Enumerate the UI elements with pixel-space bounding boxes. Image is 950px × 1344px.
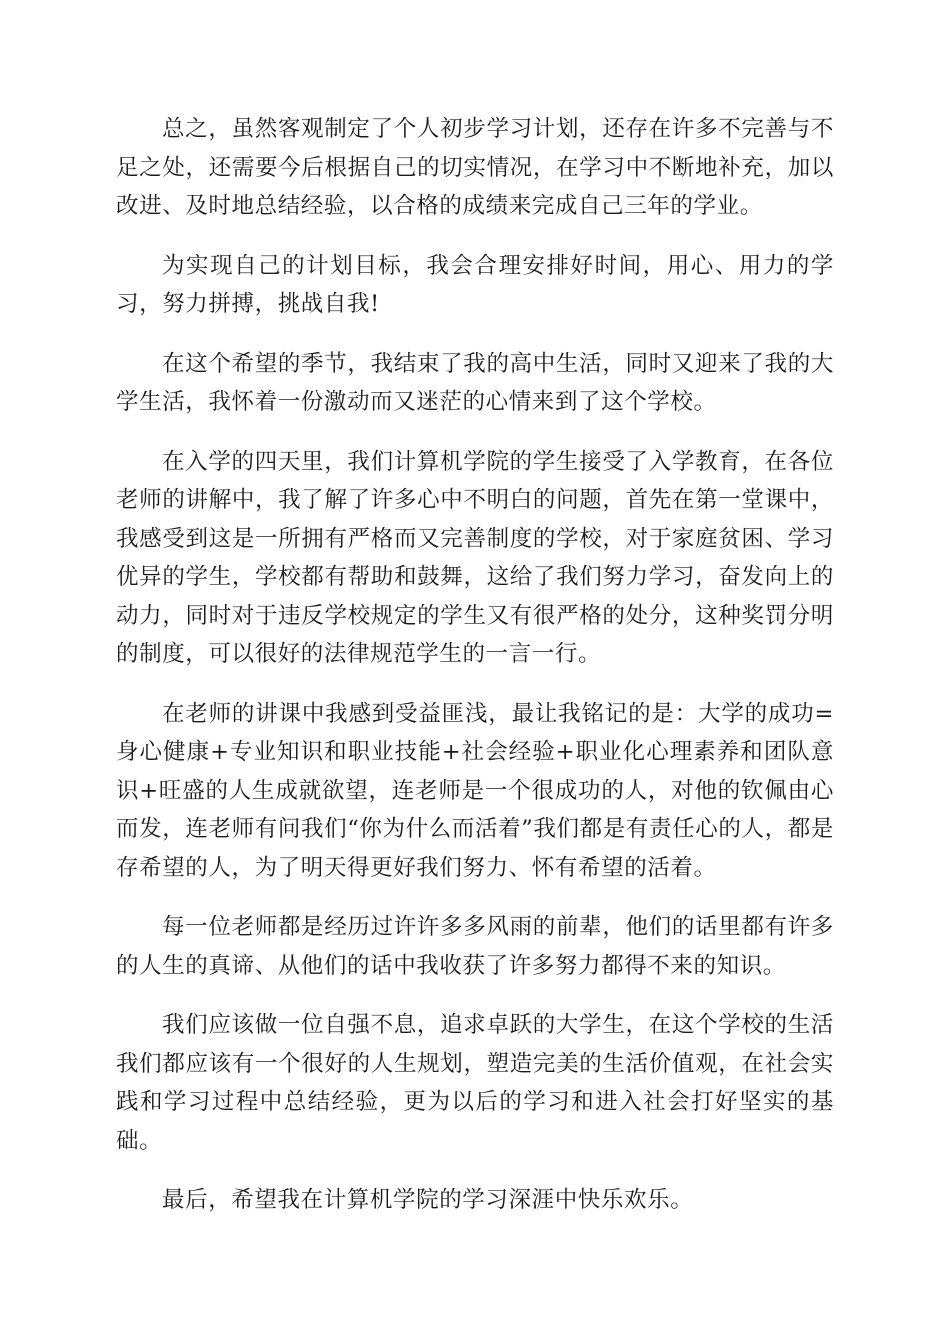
paragraph-goal: 为实现自己的计划目标，我会合理安排好时间，用心、用力的学习，努力拼搏，挑战自我! (116, 252, 834, 317)
paragraph-orientation: 在入学的四天里，我们计算机学院的学生接受了入学教育，在各位老师的讲解中，我了解了许多心中不明白的问题，首先在第一堂课中，我感受到这是一所拥有严格而又完善制度的学校，对于家庭贫困、学习优异的学生，学校都有帮助和鼓舞，这给了我们努力学习，奋发向上的动力，同时对于违反学校规定的学生又有很严格的处分，这种奖罚分明的制度，可以很好的法律规范学生的一言一行。 (116, 448, 834, 667)
paragraph-lecture: 在老师的讲课中我感到受益匪浅，最让我铭记的是：大学的成功=身心健康+专业知识和职业技能+社会经验+职业化心理素养和团队意识+旺盛的人生成就欲望，连老师是一个很成功的人，对他的钦佩由心而发，连老师有问我们“你为什么而活着”我们都是有责任心的人，都是存希望的人，为了明天得更好我们努力、怀有希望的活着。 (116, 700, 834, 881)
paragraph-aspiration: 我们应该做一位自强不息，追求卓跃的大学生，在这个学校的生活我们都应该有一个很好的人生规划，塑造完美的生活价值观，在社会实践和学习过程中总结经验，更为以后的学习和进入社会打好坚实的基础。 (116, 1012, 834, 1154)
paragraph-closing: 最后，希望我在计算机学院的学习深涯中快乐欢乐。 (162, 1187, 694, 1213)
paragraph-season: 在这个希望的季节，我结束了我的高中生活，同时又迎来了我的大学生活，我怀着一份激动而又迷茫的心情来到了这个学校。 (116, 350, 834, 415)
document-body (116, 110, 834, 1241)
paragraph-summary: 总之，虽然客观制定了个人初步学习计划，还存在许多不完善与不足之处，还需要今后根据自己的切实情况，在学习中不断地补充，加以改进、及时地总结经验，以合格的成绩来完成自己三年的学业。 (116, 116, 834, 219)
paragraph-teachers: 每一位老师都是经历过许许多多风雨的前辈，他们的话里都有许多的人生的真谛、从他们的话中我收获了许多努力都得不来的知识。 (116, 914, 834, 979)
